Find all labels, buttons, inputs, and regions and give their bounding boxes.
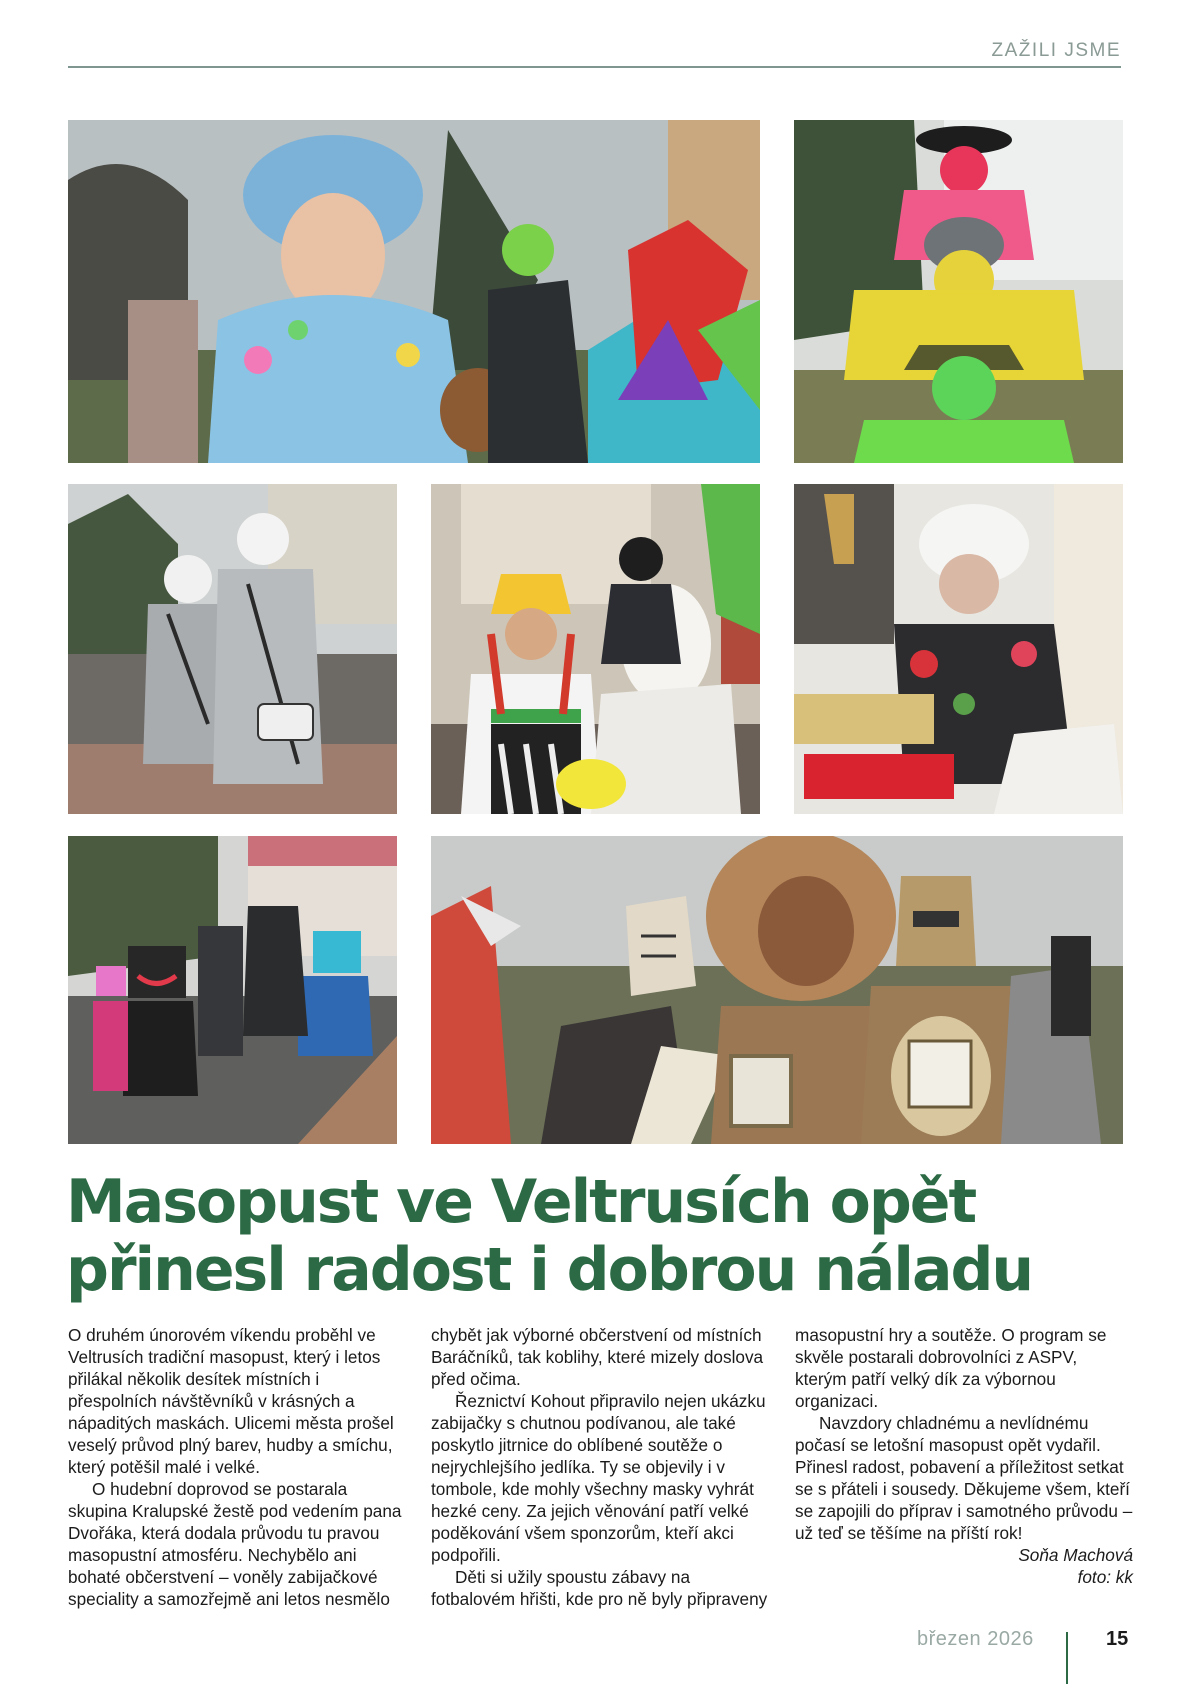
article-paragraph: Řeznictví Kohout připravilo nejen ukázku zabijačky s chutnou podívanou, ale také poskytlo jitrnice do oblíbené soutěže o nejrychlejšího jedlíka. Ty se objevily i v tombole, kde mohly všechny masky vyhrát hezké ceny. Za jejich věnování patří velké poděkování všem sponzorům, kteří akci podpořili. — [431, 1391, 766, 1565]
photo-folk-shawl-food-table — [794, 484, 1123, 814]
footer-divider — [1066, 1632, 1068, 1684]
photo-foil-stick-figures — [68, 484, 397, 814]
header-rule — [68, 66, 1121, 68]
article-title: Masopust ve Veltrusích opět přinesl radost i dobrou náladu — [66, 1167, 1033, 1305]
photo-children-box-masks — [68, 836, 397, 1144]
article-author: Soňa Machová — [1018, 1545, 1133, 1565]
article-paragraph: chybět jak výborné občerstvení od místních Baráčníků, tak koblihy, které mizely doslova před očima. — [431, 1325, 764, 1389]
photo-painted-faces — [794, 120, 1123, 463]
article-paragraph: masopustní hry a soutěže. O program se skvěle postarali dobrovolníci z ASPV, kterým patří velký dík za výbornou organizaci. — [795, 1325, 1107, 1411]
article-paragraph: O druhém únorovém víkendu proběhl ve Veltrusích tradiční masopust, který i letos přilákal několik desítek místních i přespolních návštěvníků v krásných a nápaditých maskách. Ulicemi města prošel veselý průvod plný barev, hudby a smíchu, který potěšil malé i velké. — [68, 1325, 394, 1477]
section-label: ZAŽILI JSME — [991, 40, 1121, 61]
page-number: 15 — [1106, 1628, 1129, 1650]
article-paragraph: Navzdory chladnému a nevlídnému počasí se letošní masopust opět vydařil. Přinesl radost, pobavení a příležitost setkat se s přáteli i sousedy. Děkujeme všem, kteří se zapojili do příprav i samotného průvodu – už teď se těšíme na příští rok! — [795, 1413, 1133, 1543]
article-paragraph: O hudební doprovod se postarala skupina Kralupské žestě pod vedením pana Dvořáka, která dodala průvodu tu pravou masopustní atmosféru. Nechybělo ani bohaté občerstvení – voněly zabijačkové speciality a samozřejmě ani letos nesmělo — [68, 1479, 402, 1609]
article-column-1 — [68, 1324, 406, 1610]
photo-lion-and-knights — [431, 836, 1123, 1144]
article-column-2 — [431, 1324, 769, 1610]
photo-credit: foto: kk — [1077, 1567, 1133, 1587]
footer-issue-date: březen 2026 — [917, 1628, 1034, 1650]
photo-viking-and-wizard — [431, 484, 760, 814]
article-column-3 — [795, 1324, 1133, 1588]
article-paragraph: Děti si užily spoustu zábavy na fotbalovém hřišti, kde pro ně byly připraveny — [431, 1567, 768, 1609]
photo-bonnet-and-paper-costumes — [68, 120, 760, 463]
